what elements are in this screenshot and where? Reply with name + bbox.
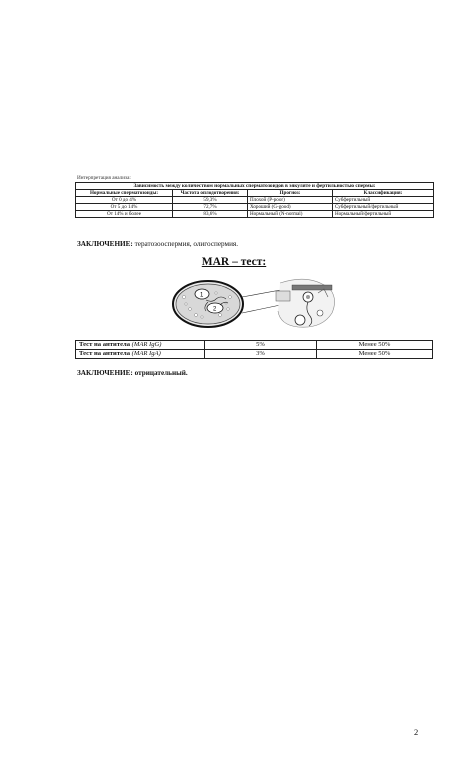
table-cell: 83,6% bbox=[173, 211, 248, 218]
bead-label-1: 1 bbox=[200, 292, 204, 299]
header-classification: Классификация: bbox=[333, 190, 434, 197]
table-cell: Субфертильный/фертильный bbox=[333, 204, 434, 211]
analysis-interpretation-label: Интерпретация анализа: bbox=[77, 175, 131, 181]
table-cell: 59,3% bbox=[173, 197, 248, 204]
table-row bbox=[76, 197, 434, 204]
mar-igg-test-name: Тест на антитела (MAR IgG) bbox=[76, 341, 205, 350]
table-cell: Субфертильный bbox=[333, 197, 434, 204]
mar-igg-reference: Менее 50% bbox=[317, 341, 433, 350]
table-row bbox=[76, 350, 433, 359]
table-cell: От 0 до 4% bbox=[76, 197, 173, 204]
table-row bbox=[76, 341, 433, 350]
bead-label-2: 2 bbox=[213, 306, 217, 313]
table-cell: Нормальный/фертильный bbox=[333, 211, 434, 218]
table-cell: От 5 до 14% bbox=[76, 204, 173, 211]
page-number: 2 bbox=[414, 727, 419, 737]
table-cell: Хороший (G-good) bbox=[248, 204, 333, 211]
header-normal-sperm: Нормальные сперматозоиды: bbox=[76, 190, 173, 197]
conclusion-label: ЗАКЛЮЧЕНИЕ: bbox=[77, 240, 133, 248]
mar-iga-reference: Менее 50% bbox=[317, 350, 433, 359]
mar-igg-value: 5% bbox=[205, 341, 317, 350]
header-prognosis: Прогноз: bbox=[248, 190, 333, 197]
table-row bbox=[76, 204, 434, 211]
table-cell: От 14% и более bbox=[76, 211, 173, 218]
conclusion-negative: ЗАКЛЮЧЕНИЕ: отрицательный. bbox=[77, 369, 188, 377]
table-cell: Нормальный (N-normal) bbox=[248, 211, 333, 218]
conclusion-teratozoospermia bbox=[77, 240, 238, 248]
mar-test-table bbox=[75, 340, 433, 359]
mar-iga-value: 3% bbox=[205, 350, 317, 359]
header-fertilization-rate: Частота оплодотворения: bbox=[173, 190, 248, 197]
mar-test-title: MAR – тест: bbox=[201, 256, 267, 268]
fertility-table bbox=[75, 182, 434, 218]
conclusion-text: тератозооспермия, олигоспермия. bbox=[132, 240, 239, 248]
table-row bbox=[76, 211, 434, 218]
table-cell: Плохой (P-poor) bbox=[248, 197, 333, 204]
mar-test-illustration bbox=[168, 273, 338, 335]
mar-iga-test-name: Тест на антитела (MAR IgA) bbox=[76, 350, 205, 359]
fertility-table-title: Зависимость между количеством нормальных сперматозоидов в эякуляте и фертильностью спермы: bbox=[76, 183, 434, 190]
table-cell: 72,7% bbox=[173, 204, 248, 211]
